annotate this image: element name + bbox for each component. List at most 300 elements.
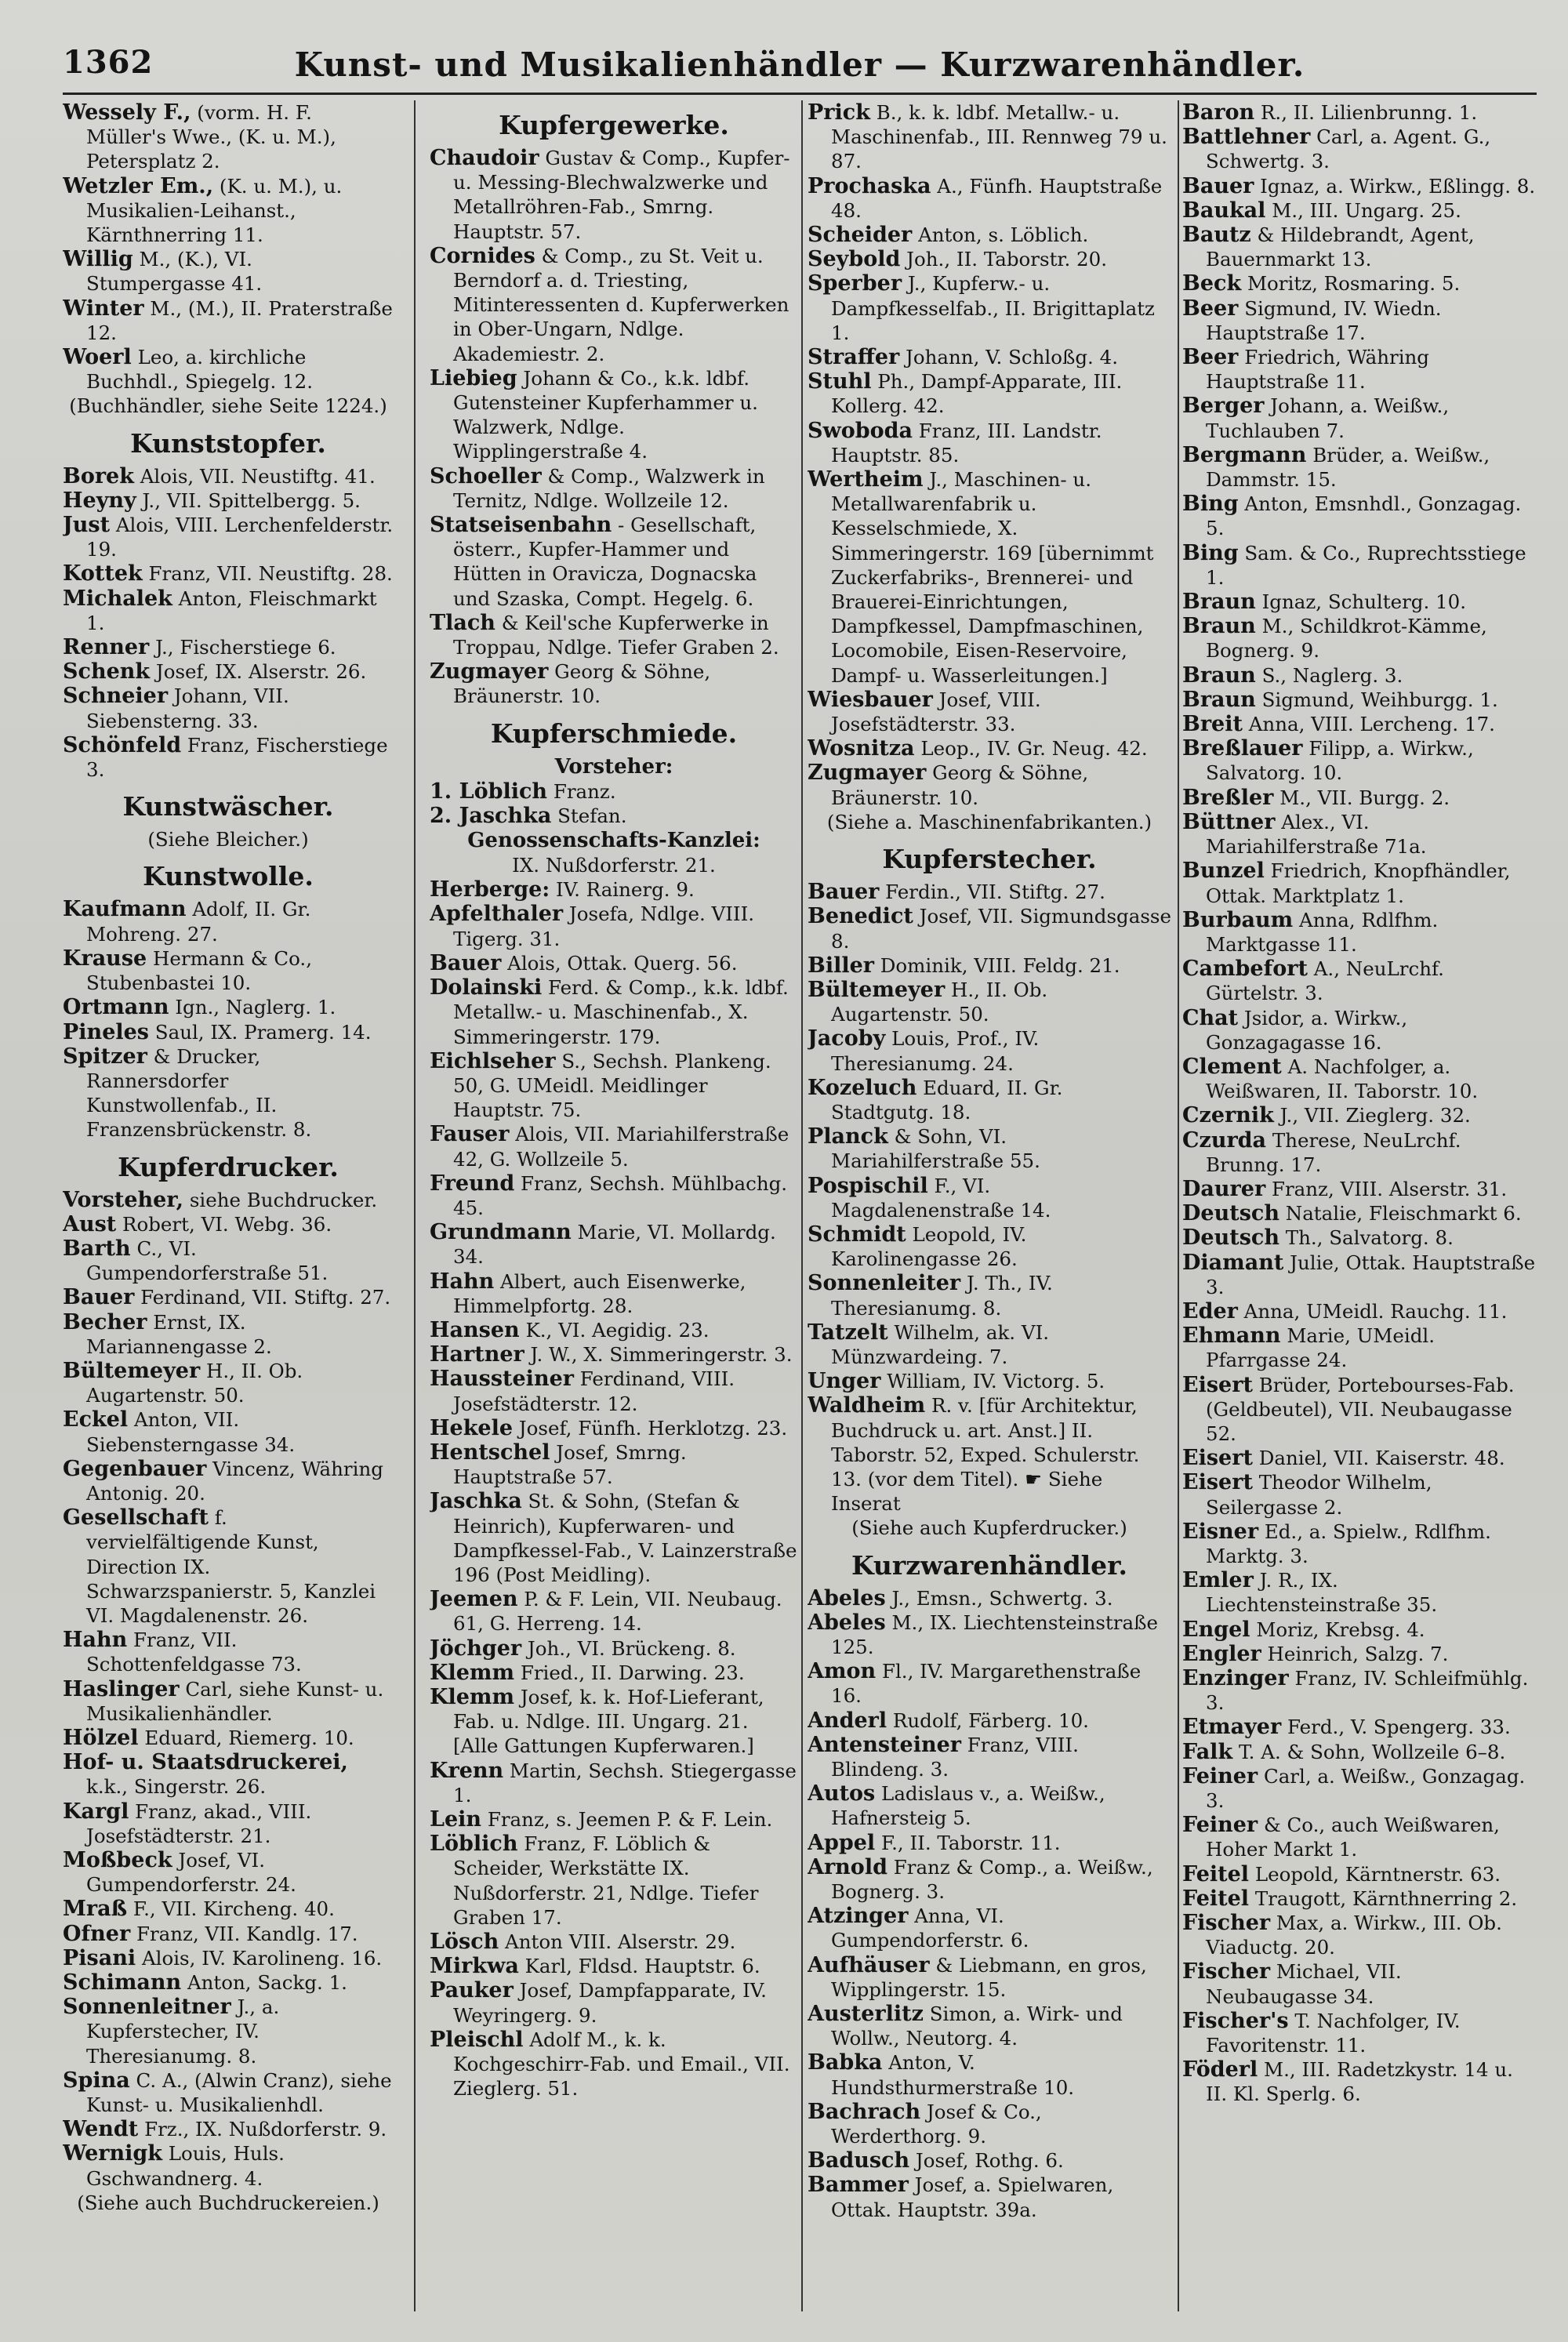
entry-details: H., II. Ob. Augartenstr. 50. bbox=[86, 1359, 303, 1407]
entry-name: Emler bbox=[1182, 1568, 1254, 1593]
entry-details: Leopold, IV. Karolinengasse 26. bbox=[831, 1222, 1027, 1271]
directory-entry bbox=[430, 1318, 798, 1342]
entry-name: Prick bbox=[808, 100, 870, 125]
entry-name: Pauker bbox=[430, 1978, 514, 2003]
directory-entry bbox=[1182, 614, 1537, 663]
entry-name: Borek bbox=[63, 463, 134, 488]
entry-details: Johann, a. Weißw., Tuchlauben 7. bbox=[1206, 394, 1450, 442]
entry-details: Adolf M., k. k. Kochgeschirr-Fab. und Email., VII. Zieglerg. 51. bbox=[453, 2028, 790, 2101]
entry-name: Bing bbox=[1182, 492, 1239, 517]
entry-name: Statseisenbahn bbox=[430, 513, 612, 538]
entry-details: T. A. & Sohn, Wollzeile 6–8. bbox=[1232, 1740, 1506, 1763]
entry-name: Winter bbox=[63, 296, 144, 321]
entry-name: Chaudoir bbox=[430, 146, 539, 170]
entry-name: Swoboda bbox=[808, 418, 913, 443]
entry-name: Gegenbauer bbox=[63, 1456, 207, 1481]
entry-name: Cambefort bbox=[1182, 957, 1308, 982]
entry-name: Föderl bbox=[1182, 2057, 1258, 2082]
entry-details: M., III. Radetzkystr. 14 u. II. Kl. Sperlg. 6. bbox=[1206, 2058, 1513, 2106]
directory-entry bbox=[808, 953, 1171, 978]
directory-entry bbox=[808, 419, 1171, 467]
directory-entry bbox=[63, 247, 394, 296]
directory-entry bbox=[430, 975, 798, 1049]
entry-details: f. vervielfältigende Kunst, Direction IX. Schwarzspanierstr. 5, Kanzlei VI. Magdalenenstr. 26. bbox=[86, 1506, 376, 1627]
entry-details: Filipp, a. Wirkw., Salvatorg. 10. bbox=[1206, 737, 1474, 785]
directory-entry bbox=[1182, 1177, 1537, 1201]
directory-entry bbox=[63, 1359, 394, 1407]
directory-entry bbox=[808, 2002, 1171, 2050]
entry-details: Ed., a. Spielw., Rdlfhm. Marktg. 3. bbox=[1206, 1520, 1491, 1567]
directory-entry bbox=[1182, 957, 1537, 1005]
entry-details: Joh., II. Taborstr. 20. bbox=[900, 248, 1107, 271]
entry-details: Anton, s. Löblich. bbox=[912, 223, 1089, 247]
entry-name: Eisert bbox=[1182, 1446, 1253, 1471]
entry-details: F., VI. Magdalenenstraße 14. bbox=[831, 1174, 1051, 1222]
directory-entry bbox=[63, 586, 394, 635]
entry-name: Hansen bbox=[430, 1317, 520, 1342]
entry-details: A., Fünfh. Hauptstraße 48. bbox=[831, 174, 1163, 222]
directory-entry bbox=[1182, 1006, 1537, 1055]
entry-name: 1. Löblich bbox=[430, 779, 548, 804]
entry-name: Schmidt bbox=[808, 1222, 906, 1247]
directory-entry bbox=[808, 1320, 1171, 1369]
entry-name: Bauer bbox=[430, 950, 502, 975]
directory-entry bbox=[808, 467, 1171, 688]
entry-name: Liebieg bbox=[430, 365, 517, 390]
directory-entry bbox=[808, 369, 1171, 418]
entry-details: St. & Sohn, (Stefan & Heinrich), Kupferwaren- und Dampfkessel-Fab., V. Lainzerstraße 196 (Post Meidling). bbox=[453, 1490, 797, 1586]
entry-name: Herberge: bbox=[430, 877, 550, 902]
directory-entry bbox=[430, 244, 798, 366]
entry-details: J., a. Kupferstecher, IV. Theresianumg. 8. bbox=[86, 1995, 280, 2068]
entry-name: Klemm bbox=[430, 1660, 515, 1685]
entry-details: Albert, auch Eisenwerke, Himmelpfortg. 28. bbox=[453, 1269, 746, 1317]
directory-entry bbox=[1182, 345, 1537, 394]
entry-name: Bergmann bbox=[1182, 442, 1307, 467]
directory-entry bbox=[1182, 712, 1537, 736]
directory-entry bbox=[430, 1342, 798, 1367]
entry-details: Sigmund, Weihburgg. 1. bbox=[1255, 688, 1498, 711]
entry-details: & Sohn, VI. Mariahilferstraße 55. bbox=[831, 1125, 1040, 1173]
directory-entry bbox=[1182, 223, 1537, 271]
directory-entry bbox=[1182, 394, 1537, 442]
entry-details: Robert, VI. Webg. 36. bbox=[116, 1212, 332, 1236]
entry-name: Kozeluch bbox=[808, 1075, 917, 1100]
directory-entry bbox=[63, 733, 394, 782]
directory-entry bbox=[808, 1222, 1171, 1271]
entry-name: Austerlitz bbox=[808, 2002, 924, 2027]
directory-entry bbox=[1182, 541, 1537, 590]
directory-entry bbox=[808, 904, 1171, 953]
directory-entry bbox=[808, 247, 1171, 271]
directory-entry bbox=[430, 779, 798, 804]
entry-name: Spina bbox=[63, 2068, 130, 2093]
entry-details: Anton, Sackg. 1. bbox=[181, 1971, 347, 1995]
entry-details: Josef, VIII. Josefstädterstr. 33. bbox=[831, 688, 1041, 736]
directory-entry bbox=[1182, 1299, 1537, 1324]
entry-details: Alois, VIII. Lerchenfelderstr. 19. bbox=[86, 514, 394, 561]
entry-details: Franz, F. Löblich & Scheider, Werkstätte IX. Nußdorferstr. 21, Ndlge. Tiefer Graben 17. bbox=[453, 1832, 759, 1929]
entry-name: Sonnenleitner bbox=[63, 1995, 231, 2020]
directory-entry bbox=[63, 659, 394, 684]
entry-name: Ofner bbox=[63, 1921, 131, 1946]
cross-reference-note: (Buchhändler, siehe Seite 1224.) bbox=[69, 394, 387, 418]
entry-name: Braun bbox=[1182, 614, 1256, 639]
directory-entry bbox=[430, 1367, 798, 1415]
cross-reference-note: (Siehe auch Buchdruckereien.) bbox=[77, 2191, 379, 2214]
directory-entry bbox=[808, 223, 1171, 247]
directory-entry bbox=[808, 100, 1171, 174]
directory-entry bbox=[1182, 2009, 1537, 2057]
entry-details: J. R., IX. Liechtensteinstraße 35. bbox=[1206, 1569, 1438, 1617]
entry-details: M., III. Ungarg. 25. bbox=[1265, 198, 1461, 222]
entry-name: Eisert bbox=[1182, 1372, 1253, 1397]
directory-entry bbox=[1182, 859, 1537, 907]
column-2 bbox=[430, 100, 798, 2327]
entry-details: Johann, VII. Siebensterng. 33. bbox=[86, 684, 289, 732]
entry-name: Mirkwa bbox=[430, 1954, 519, 1979]
entry-details: & Comp., zu St. Veit u. Berndorf a. d. Triesting, Mitinteressenten d. Kupferwerken in Ober-Ungarn, Ndlge. Akademiestr. 2. bbox=[453, 244, 789, 365]
entry-details: Josef, Fünfh. Herklotzg. 23. bbox=[513, 1416, 788, 1440]
directory-entry bbox=[430, 1489, 798, 1587]
directory-entry bbox=[430, 366, 798, 464]
entry-details: Frz., IX. Nußdorferstr. 9. bbox=[138, 2118, 387, 2141]
entry-name: Fischer bbox=[1182, 1911, 1271, 1936]
directory-entry bbox=[1182, 1373, 1537, 1447]
entry-name: Dolainski bbox=[430, 975, 543, 1000]
directory-entry bbox=[1182, 1642, 1537, 1666]
entry-details: Anna, VIII. Lercheng. 17. bbox=[1242, 713, 1495, 736]
entry-name: Jacoby bbox=[808, 1026, 886, 1051]
entry-name: Bachrach bbox=[808, 2099, 921, 2124]
entry-details: Josef, VI. Gumpendorferstr. 24. bbox=[86, 1849, 296, 1897]
entry-name: Pineles bbox=[63, 1019, 150, 1044]
entry-name: Just bbox=[63, 513, 111, 538]
entry-details: Franz, VII. Schottenfeldgasse 73. bbox=[86, 1629, 302, 1676]
directory-entry bbox=[430, 1954, 798, 1978]
entry-details: Franz, akad., VIII. Josefstädterstr. 21. bbox=[86, 1799, 312, 1847]
entry-details: Josefa, Ndlge. VIII. Tigerg. 31. bbox=[453, 902, 755, 950]
directory-entry bbox=[63, 561, 394, 586]
entry-details: siehe Buchdrucker. bbox=[183, 1188, 378, 1211]
entry-details: M., VII. Burgg. 2. bbox=[1273, 786, 1450, 809]
entry-details: Franz, IV. Schleifmühlg. 3. bbox=[1206, 1667, 1529, 1715]
directory-entry bbox=[1182, 174, 1537, 198]
entry-details: Josef, a. Spielwaren, Ottak. Hauptstr. 39a. bbox=[831, 2173, 1114, 2221]
entry-name: Lösch bbox=[430, 1930, 499, 1955]
entry-name: Aust bbox=[63, 1211, 117, 1236]
entry-name: Deutsch bbox=[1182, 1201, 1279, 1226]
entry-name: Jöchger bbox=[430, 1636, 522, 1661]
directory-entry bbox=[63, 1946, 394, 1970]
entry-name: Unger bbox=[808, 1369, 881, 1394]
entry-name: Bauer bbox=[63, 1285, 135, 1310]
entry-name: Wetzler Em., bbox=[63, 173, 214, 198]
entry-name: Chat bbox=[1182, 1005, 1239, 1030]
directory-entry bbox=[430, 1930, 798, 1954]
directory-entry bbox=[63, 1505, 394, 1628]
directory-entry bbox=[1182, 1568, 1537, 1617]
entry-details: Franz, VIII. Alserstr. 31. bbox=[1265, 1177, 1508, 1200]
entry-name: Heyny bbox=[63, 488, 136, 513]
directory-entry bbox=[430, 1122, 798, 1171]
entry-name: Renner bbox=[63, 635, 150, 660]
directory-entry bbox=[1182, 1618, 1537, 1642]
entry-name: Deutsch bbox=[1182, 1225, 1279, 1251]
entry-name: Appel bbox=[808, 1830, 876, 1855]
entry-details: Wilhelm, ak. VI. Münzwardeing. 7. bbox=[831, 1320, 1050, 1368]
entry-details: C., VI. Gumpendorferstraße 51. bbox=[86, 1236, 328, 1285]
entry-details: Josef & Co., Werderthorg. 9. bbox=[831, 2100, 1042, 2148]
directory-entry bbox=[63, 1848, 394, 1897]
directory-entry bbox=[808, 1659, 1171, 1708]
directory-entry bbox=[808, 1781, 1171, 1830]
entry-details: Ferdinand, VIII. Josefstädterstr. 12. bbox=[453, 1367, 735, 1415]
entry-details: Fl., IV. Margarethenstraße 16. bbox=[831, 1660, 1142, 1708]
entry-details: Alois, Ottak. Querg. 56. bbox=[501, 951, 738, 975]
directory-entry bbox=[808, 1174, 1171, 1222]
entry-details: - Gesellschaft, österr., Kupfer-Hammer und Hütten in Oravicza, Dognacska und Szaska, Compt. Hegelg. 6. bbox=[453, 514, 757, 610]
entry-name: Biller bbox=[808, 953, 874, 978]
section-heading: Kunststopfer. bbox=[130, 427, 326, 459]
directory-entry bbox=[808, 174, 1171, 223]
entry-name: Eckel bbox=[63, 1407, 129, 1432]
entry-name: Klemm bbox=[430, 1684, 515, 1709]
entry-name: Feitel bbox=[1182, 1861, 1250, 1886]
page-number: 1362 bbox=[63, 44, 154, 81]
entry-name: Bültemeyer bbox=[63, 1358, 201, 1383]
entry-name: Michalek bbox=[63, 586, 172, 611]
entry-name: Wessely F., bbox=[63, 100, 191, 125]
entry-details: Ignaz, Schulterg. 10. bbox=[1255, 590, 1467, 614]
directory-entry bbox=[63, 1677, 394, 1726]
entry-details: Ernst, IX. Mariannengasse 2. bbox=[86, 1310, 272, 1358]
directory-entry bbox=[63, 1188, 394, 1212]
entry-name: Fauser bbox=[430, 1122, 510, 1147]
entry-details: Josef, Rothg. 6. bbox=[909, 2149, 1064, 2173]
directory-entry bbox=[63, 1995, 394, 2068]
entry-name: Czernik bbox=[1182, 1103, 1274, 1128]
entry-details: Ladislaus v., a. Weißw., Hafnersteig 5. bbox=[831, 1782, 1105, 1830]
entry-name: Abeles bbox=[808, 1585, 886, 1610]
directory-entry bbox=[430, 611, 798, 659]
entry-details: Brüder, a. Weißw., Dammstr. 15. bbox=[1206, 443, 1490, 492]
directory-entry bbox=[1182, 1128, 1537, 1177]
entry-details: Adolf, II. Gr. Mohreng. 27. bbox=[86, 898, 311, 946]
directory-entry bbox=[1182, 1715, 1537, 1739]
entry-name: Amon bbox=[808, 1659, 877, 1684]
entry-details: F., II. Taborstr. 11. bbox=[875, 1831, 1061, 1854]
directory-entry bbox=[63, 1457, 394, 1505]
entry-name: Schenk bbox=[63, 659, 151, 684]
directory-entry bbox=[430, 1220, 798, 1269]
entry-details: Traugott, Kärnthnerring 2. bbox=[1249, 1886, 1518, 1910]
section-heading: Kunstwolle. bbox=[143, 861, 314, 892]
entry-name: Clement bbox=[1182, 1054, 1282, 1079]
entry-name: Jaschka bbox=[430, 1489, 522, 1514]
directory-entry bbox=[63, 100, 394, 174]
entry-name: Feitel bbox=[1182, 1886, 1250, 1911]
entry-details: Josef, Dampfapparate, IV. Weyringerg. 9. bbox=[453, 1979, 767, 2027]
entry-details: R., II. Lilienbrunng. 1. bbox=[1254, 101, 1478, 124]
entry-details: Sam. & Co., Ruprechtsstiege 1. bbox=[1206, 541, 1526, 589]
directory-entry bbox=[1182, 1324, 1537, 1372]
entry-name: Tlach bbox=[430, 610, 495, 635]
entry-details: M., IX. Liechtensteinstraße 125. bbox=[831, 1610, 1158, 1658]
entry-details: Vincenz, Währing Antonig. 20. bbox=[86, 1457, 383, 1505]
entry-details: Therese, NeuLrchf. Brunng. 17. bbox=[1206, 1128, 1461, 1176]
directory-entry bbox=[430, 1269, 798, 1318]
entry-details: Eduard, II. Gr. Stadtgutg. 18. bbox=[831, 1076, 1063, 1124]
directory-entry bbox=[430, 1416, 798, 1440]
directory-entry bbox=[808, 1586, 1171, 1610]
entry-name: Spitzer bbox=[63, 1044, 147, 1069]
entry-name: Bauer bbox=[1182, 173, 1254, 198]
entry-details: Alois, VII. Mariahilferstraße 42, G. Wollzeile 5. bbox=[453, 1123, 789, 1171]
entry-name: Hahn bbox=[63, 1628, 128, 1653]
directory-entry bbox=[808, 880, 1171, 904]
directory-entry bbox=[1182, 688, 1537, 712]
entry-name: Kargl bbox=[63, 1799, 129, 1824]
entry-name: Wertheim bbox=[808, 467, 924, 492]
entry-details: Marie, VI. Mollardg. 34. bbox=[453, 1221, 776, 1269]
directory-entry bbox=[63, 897, 394, 946]
directory-entry bbox=[430, 1661, 798, 1685]
entry-name: Berger bbox=[1182, 394, 1265, 419]
directory-entry bbox=[430, 1171, 798, 1220]
directory-entry bbox=[430, 146, 798, 244]
entry-details: Franz, Sechsh. Mühlbachg. 45. bbox=[453, 1171, 788, 1219]
entry-details: P. & F. Lein, VII. Neubaug. 61, G. Herreng. 14. bbox=[453, 1588, 782, 1636]
directory-entry bbox=[808, 1708, 1171, 1733]
entry-name: Kottek bbox=[63, 561, 143, 586]
cross-reference-note: (Siehe a. Maschinenfabrikanten.) bbox=[826, 810, 1152, 833]
entry-details: Anna, VI. Gumpendorferstr. 6. bbox=[831, 1904, 1029, 1952]
entry-details: J., Kupferw.- u. Dampfkesselfab., II. Brigittaplatz 1. bbox=[831, 272, 1155, 344]
entry-name: Braun bbox=[1182, 590, 1256, 615]
directory-entry bbox=[1182, 1959, 1537, 2008]
entry-name: Seybold bbox=[808, 247, 901, 272]
entry-details: Franz, VII. Neustiftg. 28. bbox=[142, 562, 393, 586]
directory-entry bbox=[808, 2173, 1171, 2221]
entry-name: Engel bbox=[1182, 1617, 1250, 1642]
entry-details: Anton, Fleischmarkt 1. bbox=[86, 586, 377, 634]
entry-details: Alex., VI. Mariahilferstraße 71a. bbox=[1206, 810, 1427, 859]
directory-entry bbox=[430, 513, 798, 611]
entry-name: Hölzel bbox=[63, 1725, 139, 1750]
entry-details: Louis, Huls. Gschwandnerg. 4. bbox=[86, 2142, 285, 2190]
directory-entry bbox=[1182, 125, 1537, 173]
directory-entry bbox=[63, 1310, 394, 1359]
entry-name: Baron bbox=[1182, 100, 1255, 125]
entry-details: (K. u. M.), u. Musikalien-Leihanst., Kärnthnerring 11. bbox=[86, 174, 343, 247]
page-title: Kunst- und Musikalienhändler — Kurzwarenhändler. bbox=[294, 45, 1305, 84]
directory-entry bbox=[808, 736, 1171, 761]
directory-entry bbox=[808, 1610, 1171, 1659]
cross-reference-note: (Siehe auch Kupferdrucker.) bbox=[851, 1516, 1127, 1540]
directory-entry bbox=[430, 804, 798, 828]
directory-entry bbox=[1182, 1446, 1537, 1470]
directory-entry bbox=[808, 345, 1171, 369]
entry-details: Johann, V. Schloßg. 4. bbox=[899, 346, 1119, 369]
directory-entry bbox=[808, 2050, 1171, 2099]
entry-name: Anderl bbox=[808, 1708, 887, 1733]
entry-name: Bammer bbox=[808, 2173, 909, 2198]
section-heading: Kupferdrucker. bbox=[118, 1151, 339, 1182]
directory-entry bbox=[1182, 663, 1537, 688]
entry-details: & Liebmann, en gros, Wipplingerstr. 15. bbox=[831, 1953, 1147, 2001]
entry-details: Friedrich, Währing Hauptstraße 11. bbox=[1206, 346, 1429, 394]
directory-entry bbox=[63, 1020, 394, 1044]
directory-entry bbox=[1182, 810, 1537, 859]
entry-name: Zugmayer bbox=[430, 659, 549, 684]
entry-name: Fischer bbox=[1182, 1959, 1271, 1984]
entry-name: Haslinger bbox=[63, 1676, 180, 1701]
directory-entry bbox=[430, 1440, 798, 1489]
entry-details: Brüder, Portebourses-Fab. (Geldbeutel), VII. Neubaugasse 52. bbox=[1206, 1373, 1515, 1445]
directory-entry bbox=[63, 1897, 394, 1921]
entry-name: Hentschel bbox=[430, 1440, 550, 1465]
entry-name: Freund bbox=[430, 1171, 515, 1196]
entry-name: Abeles bbox=[808, 1610, 886, 1635]
entry-details: J., VII. Zieglerg. 32. bbox=[1273, 1104, 1471, 1127]
entry-name: Mraß bbox=[63, 1897, 128, 1922]
entry-name: Babka bbox=[808, 2050, 883, 2075]
directory-entry bbox=[808, 1733, 1171, 1781]
entry-name: Antensteiner bbox=[808, 1732, 962, 1757]
entry-details: Gustav & Comp., Kupfer- u. Messing-Blechwalzwerke und Metallröhren-Fab., Smrng. Hauptstr. 57. bbox=[453, 147, 790, 243]
directory-entry bbox=[808, 1831, 1171, 1855]
entry-details: Sigmund, IV. Wiedn. Hauptstraße 17. bbox=[1206, 296, 1442, 344]
entry-name: Battlehner bbox=[1182, 125, 1311, 150]
entry-details: Heinrich, Salzg. 7. bbox=[1261, 1642, 1449, 1665]
entry-name: Prochaska bbox=[808, 173, 931, 198]
directory-entry bbox=[1182, 1225, 1537, 1250]
entry-name: Eisert bbox=[1182, 1470, 1253, 1495]
directory-entry bbox=[808, 688, 1171, 736]
entry-details: Fried., II. Darwing. 23. bbox=[514, 1661, 745, 1684]
entry-details: k.k., Singerstr. 26. bbox=[86, 1775, 267, 1799]
entry-details: Ph., Dampf-Apparate, III. Kollerg. 42. bbox=[831, 370, 1123, 418]
entry-details: & Keil'sche Kupferwerke in Troppau, Ndlge. Tiefer Graben 2. bbox=[453, 611, 779, 659]
entry-name: Breßlauer bbox=[1182, 736, 1303, 761]
directory-entry bbox=[63, 513, 394, 561]
directory-entry bbox=[63, 1407, 394, 1456]
directory-entry bbox=[430, 1759, 798, 1807]
entry-name: Sperber bbox=[808, 271, 902, 296]
directory-entry bbox=[1182, 100, 1537, 125]
directory-entry bbox=[1182, 1911, 1537, 1959]
directory-entry bbox=[1182, 1740, 1537, 1764]
entry-details: Marie, UMeidl. Pfarrgasse 24. bbox=[1206, 1324, 1436, 1372]
entry-details: Alois, IV. Karolineng. 16. bbox=[136, 1946, 383, 1970]
entry-name: Pleischl bbox=[430, 2027, 524, 2052]
entry-details: & Hildebrandt, Agent, Bauernmarkt 13. bbox=[1206, 223, 1475, 271]
entry-details: J., Emsn., Schwertg. 3. bbox=[885, 1586, 1113, 1610]
directory-entry bbox=[1182, 1764, 1537, 1813]
entry-details: J., VII. Spittelbergg. 5. bbox=[136, 488, 361, 512]
entry-details: Karl, Fldsd. Hauptstr. 6. bbox=[518, 1955, 760, 1978]
directory-entry bbox=[430, 951, 798, 975]
entry-name: Wosnitza bbox=[808, 736, 915, 761]
column-4 bbox=[1182, 100, 1537, 2327]
directory-entry bbox=[63, 1970, 394, 1995]
entry-details: Moriz, Krebsg. 4. bbox=[1250, 1618, 1425, 1641]
directory-entry bbox=[430, 1832, 798, 1930]
entry-details: C. A., (Alwin Cranz), siehe Kunst- u. Musikalienhdl. bbox=[86, 2068, 392, 2117]
entry-details: Leop., IV. Gr. Neug. 42. bbox=[914, 737, 1148, 761]
entry-name: Bültemeyer bbox=[808, 977, 946, 1002]
